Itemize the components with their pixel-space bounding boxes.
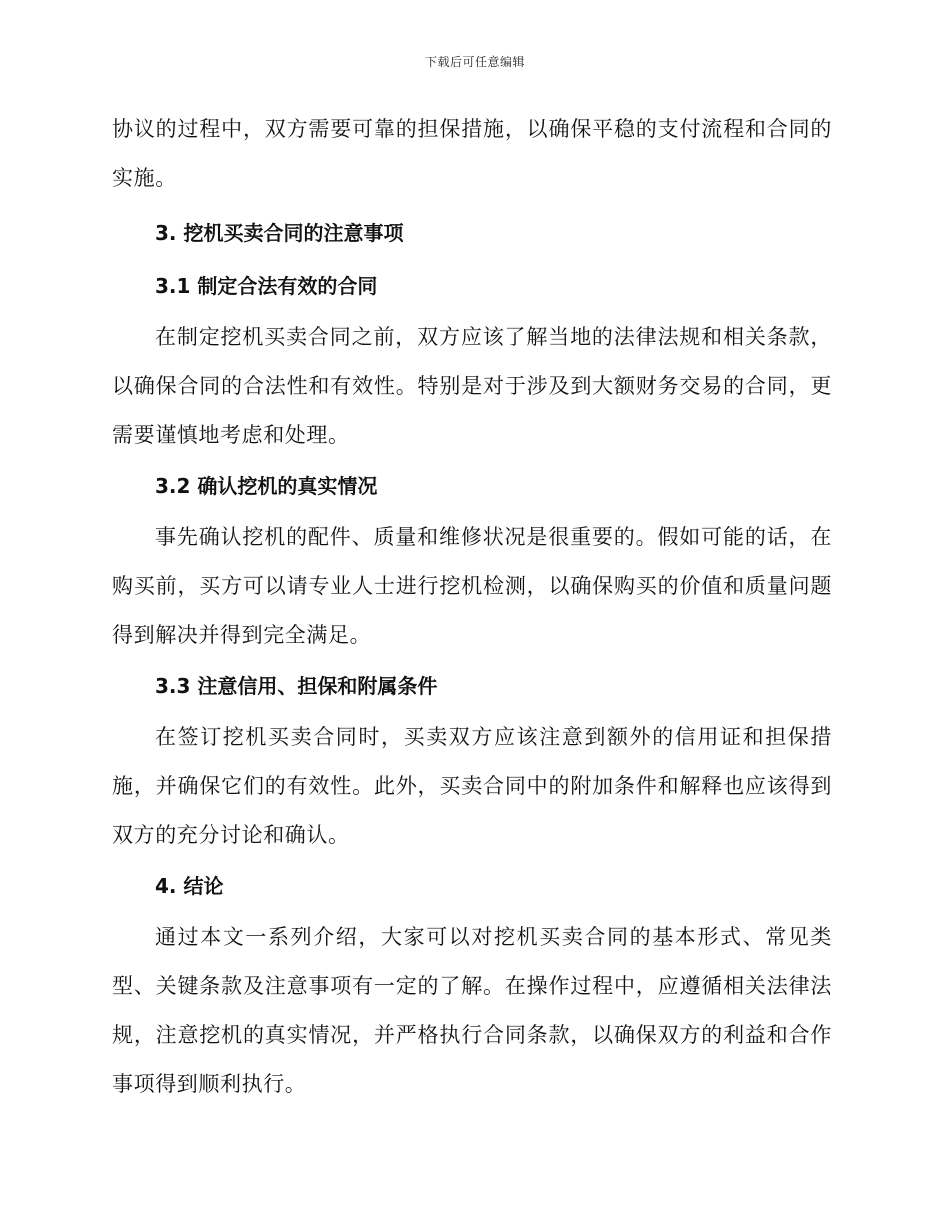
paragraph-4: 通过本文一系列介绍，大家可以对挖机买卖合同的基本形式、常见类型、关键条款及注意事项有一定的了解。在操作过程中，应遵循相关法律法规，注意挖机的真实情况，并严格执行合同条款，以确保双方的利益和合作事项得到顺利执行。: [112, 925, 832, 1096]
paragraph-3-2: 事先确认挖机的配件、质量和维修状况是很重要的。假如可能的话，在购买前，买方可以请专业人士进行挖机检测，以确保购买的价值和质量问题得到解决并得到完全满足。: [112, 525, 832, 647]
subsection-heading-3-2: 3.2 确认挖机的真实情况: [155, 474, 378, 498]
subsection-heading-3-3: 3.3 注意信用、担保和附属条件: [155, 674, 438, 698]
document-body: [112, 105, 832, 1109]
section-heading-4: 4. 结论: [155, 874, 224, 898]
paragraph-3-1: 在制定挖机买卖合同之前，双方应该了解当地的法律法规和相关条款，以确保合同的合法性和有效性。特别是对于涉及到大额财务交易的合同，更需要谨慎地考虑和处理。: [112, 325, 832, 447]
subsection-heading-3-1: 3.1 制定合法有效的合同: [155, 274, 378, 298]
paragraph-3-3: 在签订挖机买卖合同时，买卖双方应该注意到额外的信用证和担保措施，并确保它们的有效性。此外，买卖合同中的附加条件和解释也应该得到双方的充分讨论和确认。: [112, 725, 832, 847]
page-header: 下载后可任意编辑: [424, 55, 525, 69]
section-heading-3: 3. 挖机买卖合同的注意事项: [155, 221, 404, 245]
continued-paragraph: 协议的过程中，双方需要可靠的担保措施，以确保平稳的支付流程和合同的实施。: [112, 117, 832, 190]
